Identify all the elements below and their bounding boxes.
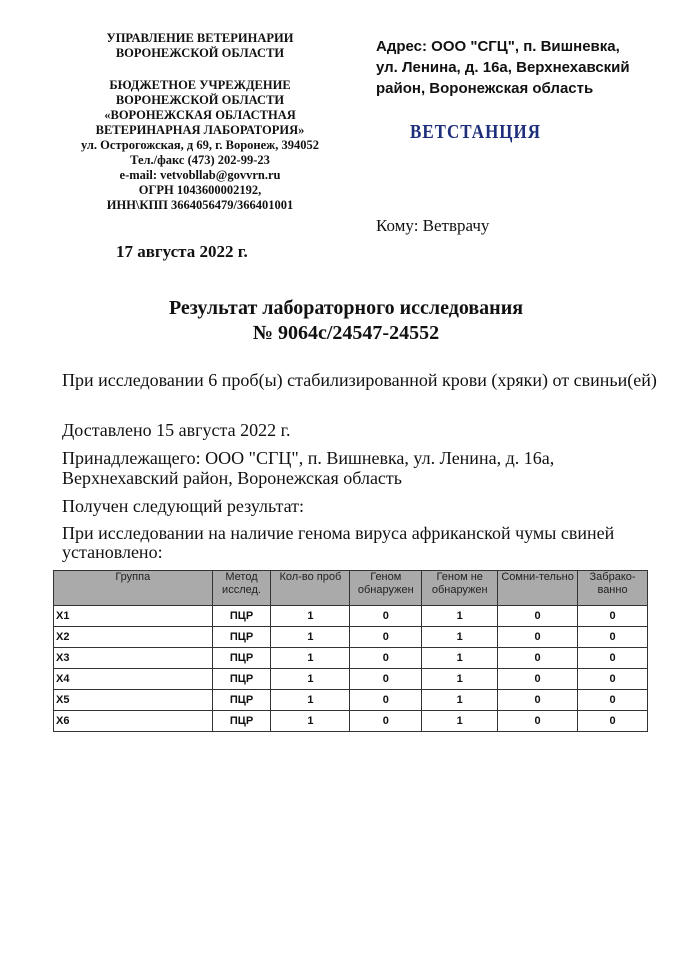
table-cell: 0 <box>350 711 422 732</box>
table-cell: 0 <box>498 669 578 690</box>
body-paragraph: При исследовании на наличие генома вируса африканской чумы свиней установлено: <box>62 523 615 562</box>
table-cell: 1 <box>271 648 350 669</box>
table-cell: 1 <box>422 669 498 690</box>
text-line: ВОРОНЕЖСКОЙ ОБЛАСТИ <box>115 93 285 107</box>
table-cell: 0 <box>578 690 648 711</box>
table-cell: 0 <box>350 669 422 690</box>
table-cell: ПЦР <box>212 627 271 648</box>
text-line: Адрес: ООО "СГЦ", п. Вишневка, <box>376 38 620 55</box>
table-cell: 0 <box>350 627 422 648</box>
text-line: ОГРН 1043600002192, <box>138 183 262 197</box>
sender-lab <box>60 78 340 213</box>
table-cell: ПЦР <box>212 711 271 732</box>
body-paragraph: Принадлежащего: ООО "СГЦ", п. Вишневка, ул. Ленина, д. 16а, Верхнехавский район, Воронежская область <box>62 448 555 488</box>
text-line: БЮДЖЕТНОЕ УЧРЕЖДЕНИЕ <box>109 78 291 92</box>
table-cell: 0 <box>498 648 578 669</box>
table-cell: X1 <box>54 606 213 627</box>
table-cell: 0 <box>578 627 648 648</box>
table-cell: 0 <box>498 627 578 648</box>
col-header: Геном обнаружен <box>350 571 422 606</box>
text-line: e-mail: vetvobllab@govvrn.ru <box>119 168 281 182</box>
table-cell: X3 <box>54 648 213 669</box>
table-cell: X4 <box>54 669 213 690</box>
recipient-address <box>376 36 676 99</box>
table-row <box>54 711 648 732</box>
table-cell: 1 <box>422 711 498 732</box>
table-cell: 0 <box>350 690 422 711</box>
table-cell: ПЦР <box>212 648 271 669</box>
text-line: Тел./факс (473) 202-99-23 <box>130 153 270 167</box>
table-cell: 0 <box>578 711 648 732</box>
text-line: «ВОРОНЕЖСКАЯ ОБЛАСТНАЯ <box>104 108 296 122</box>
body-paragraph: Доставлено 15 августа 2022 г. <box>62 420 291 440</box>
table-cell: 1 <box>271 690 350 711</box>
table-cell: 0 <box>578 606 648 627</box>
col-header: Сомни-тельно <box>498 571 578 606</box>
document-date: 17 августа 2022 г. <box>116 242 248 261</box>
table-row <box>54 690 648 711</box>
table-cell: 1 <box>422 690 498 711</box>
col-header: Группа <box>54 571 213 606</box>
body-paragraph: При исследовании 6 проб(ы) стабилизированной крови (хряки) от свиньи(ей) <box>62 370 657 390</box>
table-cell: 1 <box>271 669 350 690</box>
text-line: ВОРОНЕЖСКОЙ ОБЛАСТИ <box>115 46 285 60</box>
table-cell: 0 <box>350 606 422 627</box>
table-cell: 1 <box>422 627 498 648</box>
table-cell: X5 <box>54 690 213 711</box>
table-cell: 0 <box>498 606 578 627</box>
col-header: Забрако-ванно <box>578 571 648 606</box>
table-cell: 0 <box>578 669 648 690</box>
table-row <box>54 669 648 690</box>
table-cell: 0 <box>498 711 578 732</box>
table-cell: X2 <box>54 627 213 648</box>
table-cell: X6 <box>54 711 213 732</box>
table-cell: ПЦР <box>212 690 271 711</box>
table-cell: 1 <box>422 606 498 627</box>
title-line: Результат лабораторного исследования <box>168 297 524 319</box>
table-cell: 0 <box>498 690 578 711</box>
document-title <box>0 296 692 346</box>
table-cell: ПЦР <box>212 669 271 690</box>
table-header-row <box>54 571 648 606</box>
col-header: Метод исслед. <box>212 571 271 606</box>
table-row <box>54 648 648 669</box>
text-line: УПРАВЛЕНИЕ ВЕТЕРИНАРИИ <box>106 31 294 45</box>
text-line: ул. Ленина, д. 16а, Верхнехавский <box>376 59 630 76</box>
text-line: ул. Острогожская, д 69, г. Воронеж, 394052 <box>80 138 319 152</box>
table-cell: 1 <box>271 606 350 627</box>
results-table <box>53 570 648 732</box>
body-paragraph: Получен следующий результат: <box>62 496 305 516</box>
col-header: Геном не обнаружен <box>422 571 498 606</box>
text-line: район, Воронежская область <box>376 80 594 97</box>
text-line: ИНН\КПП 3664056479/366401001 <box>106 198 294 212</box>
col-header: Кол-во проб <box>271 571 350 606</box>
recipient: Кому: Ветврачу <box>376 216 490 235</box>
table-cell: 0 <box>350 648 422 669</box>
table-cell: 1 <box>271 627 350 648</box>
table-cell: 1 <box>422 648 498 669</box>
table-cell: 0 <box>578 648 648 669</box>
table-row <box>54 627 648 648</box>
document-number: № 9064с/24547-24552 <box>252 322 440 344</box>
stamp: ВЕТСТАНЦИЯ <box>410 120 542 143</box>
table-cell: ПЦР <box>212 606 271 627</box>
table-row <box>54 606 648 627</box>
sender-authority <box>60 31 340 61</box>
table-cell: 1 <box>271 711 350 732</box>
text-line: ВЕТЕРИНАРНАЯ ЛАБОРАТОРИЯ» <box>95 123 305 137</box>
